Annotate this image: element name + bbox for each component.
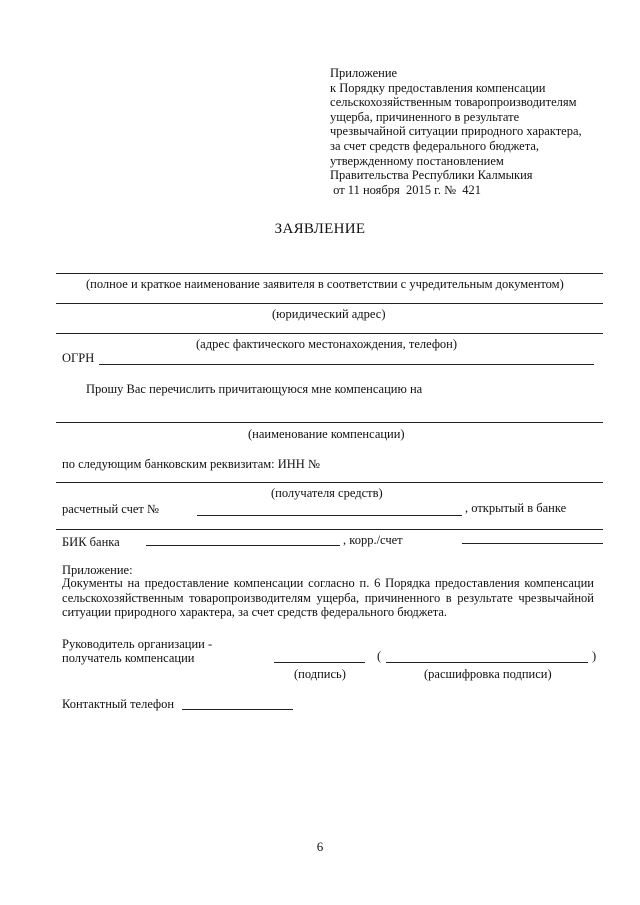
signature-decoding-field[interactable]: [386, 662, 588, 663]
inn-field[interactable]: [56, 482, 603, 483]
bank-name-line[interactable]: [56, 529, 603, 530]
page-number: 6: [316, 839, 324, 854]
header-line: ущерба, причиненного в результате: [330, 109, 520, 124]
attachment-text: Документы на предоставление компенсации согласно п. 6 Порядка предоставления компенсации сельскохозяйственным товаропроизводителям ущерба, причиненного в результате чрезвычайной ситуации природного характера, за счет средств федерального бюджета.: [62, 576, 594, 620]
corr-account-label: , корр./счет: [343, 533, 403, 547]
ogrn-label: ОГРН: [62, 351, 95, 365]
opened-in-bank-label: , открытый в банке: [465, 501, 567, 515]
request-text: Прошу Вас перечислить причитающуюся мне компенсацию на: [86, 382, 423, 396]
actual-address-caption: (адрес фактического местонахождения, телефон): [196, 337, 458, 351]
signature-decoding-caption: (расшифровка подписи): [424, 667, 552, 681]
head-label-line2: получатель компенсации: [62, 651, 195, 665]
header-line: Приложение: [330, 66, 398, 80]
legal-address-caption: (юридический адрес): [272, 307, 386, 321]
ogrn-field[interactable]: [99, 364, 594, 365]
signature-close-paren: ): [592, 649, 597, 663]
compensation-name-line[interactable]: [56, 422, 603, 423]
applicant-name-line[interactable]: [56, 273, 603, 274]
bik-field[interactable]: [146, 545, 340, 546]
document-title: ЗАЯВЛЕНИЕ: [274, 221, 366, 237]
contact-phone-field[interactable]: [182, 709, 293, 710]
header-line: Правительства Республики Калмыкия: [330, 168, 533, 183]
head-label-line1: Руководитель организации -: [62, 637, 213, 651]
contact-phone-label: Контактный телефон: [62, 697, 175, 711]
header-line: чрезвычайной ситуации природного характера,: [330, 124, 582, 139]
signature-caption: (подпись): [294, 667, 346, 681]
header-line: к Порядку предоставления компенсации: [330, 80, 546, 95]
account-field[interactable]: [197, 515, 462, 516]
account-label: расчетный счет №: [62, 502, 159, 516]
bik-label: БИК банка: [62, 535, 120, 549]
applicant-name-caption: (полное и краткое наименование заявителя в соответствии с учредительным документом): [86, 277, 564, 291]
signature-field[interactable]: [274, 662, 365, 663]
attachment-label: Приложение:: [62, 563, 133, 577]
bank-details-label: по следующим банковским реквизитам: ИНН №: [62, 457, 320, 471]
actual-address-line[interactable]: [56, 333, 603, 334]
signature-open-paren: (: [377, 649, 382, 663]
corr-account-field[interactable]: [462, 543, 603, 544]
appendix-header: [330, 66, 582, 197]
header-line: утвержденному постановлением: [330, 153, 504, 168]
header-line: от 11 ноября 2015 г. № 421: [330, 182, 482, 197]
header-line: за счет средств федерального бюджета,: [330, 138, 540, 153]
compensation-caption: (наименование компенсации): [248, 427, 405, 441]
header-line: сельскохозяйственным товаропроизводителям: [330, 95, 577, 110]
recipient-caption: (получателя средств): [271, 486, 383, 500]
legal-address-line[interactable]: [56, 303, 603, 304]
